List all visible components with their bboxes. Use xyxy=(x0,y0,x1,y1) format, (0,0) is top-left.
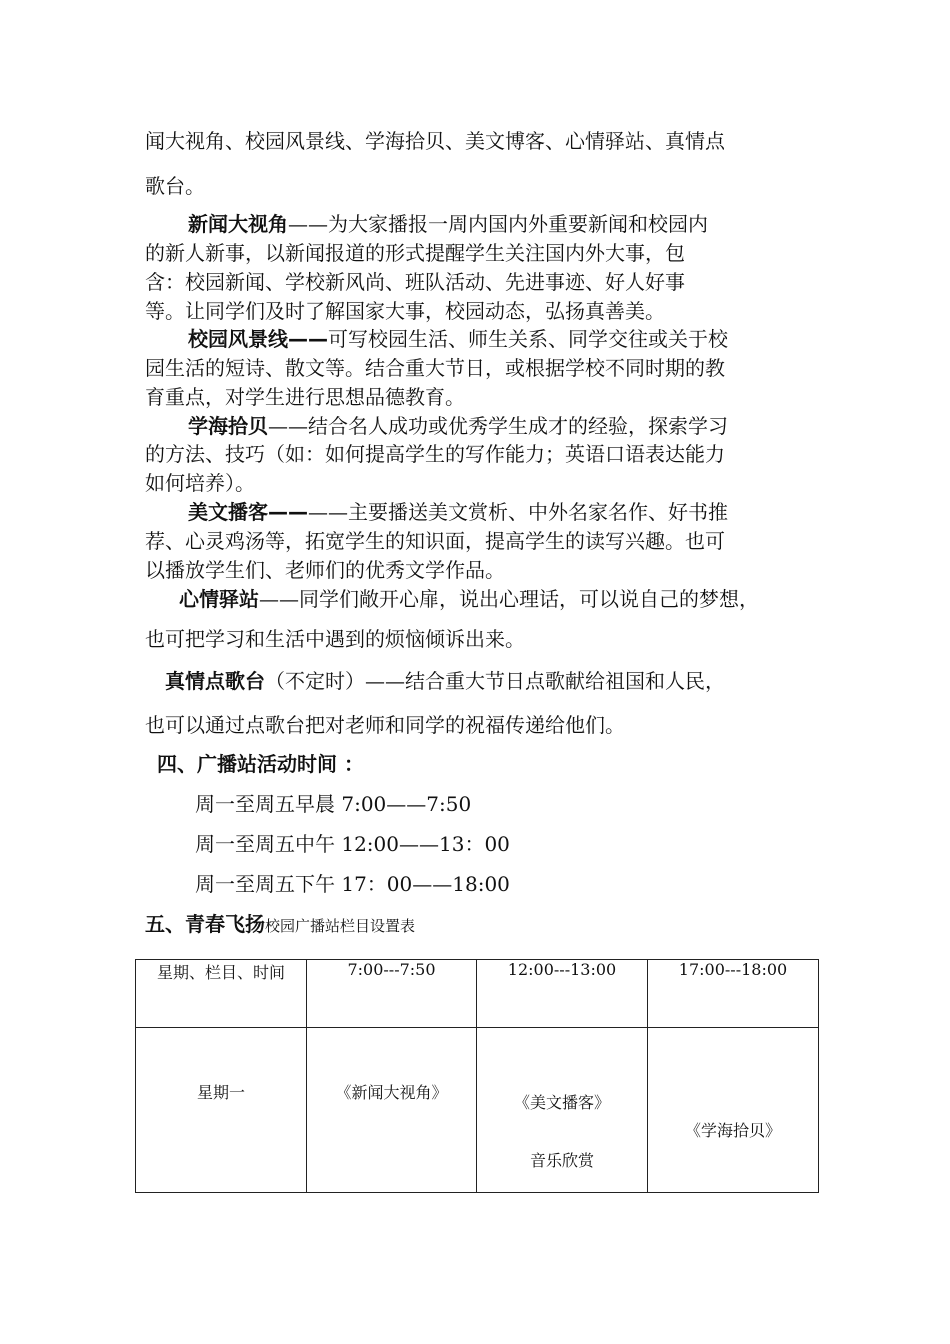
songs-heading: 真情点歌台 xyxy=(165,669,265,693)
table-cell-morning xyxy=(307,1028,477,1193)
news-line-2: 的新人新事，以新闻报道的形式提醒学生关注国内外大事，包 xyxy=(145,241,685,265)
noon-program-1: 《美文播客》 xyxy=(513,1093,610,1112)
table-row xyxy=(136,1028,819,1193)
study-text-1: ——结合名人成功或优秀学生成才的经验，探索学习 xyxy=(268,414,728,438)
study-heading: 学海拾贝 xyxy=(188,414,268,438)
essay-heading: 美文播客—— xyxy=(188,500,308,524)
news-line-3: 含：校园新闻、学校新风尚、班队活动、先进事迹、好人好事 xyxy=(145,270,685,294)
campus-text-1: 可写校园生活、师生关系、同学交往或关于校 xyxy=(328,327,728,351)
news-heading: 新闻大视角 xyxy=(188,212,288,236)
schedule-time-3: 周一至周五下午 17：00——18:00 xyxy=(195,872,510,896)
intro-line-2: 歌台。 xyxy=(145,174,205,198)
campus-line-3: 育重点，对学生进行思想品德教育。 xyxy=(145,385,465,409)
study-line-3: 如何培养）。 xyxy=(145,471,255,495)
essay-line-1 xyxy=(188,499,728,525)
table-cell-noon xyxy=(477,1028,648,1193)
study-line-1 xyxy=(188,413,728,439)
essay-text-1: ——主要播送美文赏析、中外名家名作、好书推 xyxy=(308,500,728,524)
schedule-time-1: 周一至周五早晨 7:00——7:50 xyxy=(195,792,472,816)
table-header-row xyxy=(136,960,819,1028)
table-cell-evening xyxy=(648,1028,819,1193)
mood-line-1 xyxy=(179,586,759,612)
essay-line-3: 以播放学生们、老师们的优秀文学作品。 xyxy=(145,558,505,582)
table-header-cell: 7:00---7:50 xyxy=(307,960,477,1028)
songs-text-1: （不定时）——结合重大节日点歌献给祖国和人民， xyxy=(265,669,725,693)
schedule-time-2: 周一至周五中午 12:00——13：00 xyxy=(195,832,510,856)
evening-program: 《学海拾贝》 xyxy=(684,1121,781,1140)
noon-program-2: 音乐欣赏 xyxy=(529,1151,594,1170)
campus-line-1 xyxy=(188,326,728,352)
mood-line-2: 也可把学习和生活中遇到的烦恼倾诉出来。 xyxy=(145,627,525,651)
table-section-heading xyxy=(145,911,415,939)
program-table xyxy=(135,959,819,1193)
table-heading-bold: 五、青春飞扬 xyxy=(145,912,265,936)
table-cell-day xyxy=(136,1028,307,1193)
songs-line-1 xyxy=(165,668,725,694)
campus-line-2: 园生活的短诗、散文等。结合重大节日，或根据学校不同时期的教 xyxy=(145,356,725,380)
campus-heading: 校园风景线—— xyxy=(188,327,328,351)
table-heading-small: 校园广播站栏目设置表 xyxy=(265,917,416,935)
schedule-heading: 四、广播站活动时间 ： xyxy=(157,752,364,776)
table-header-cell: 星期、栏目、时间 xyxy=(136,960,307,1028)
news-line-4: 等。让同学们及时了解国家大事，校园动态，弘扬真善美。 xyxy=(145,299,665,323)
study-line-2: 的方法、技巧（如：如何提高学生的写作能力；英语口语表达能力 xyxy=(145,442,725,466)
mood-heading: 心情驿站 xyxy=(179,587,259,611)
news-text-1: ——为大家播报一周内国内外重要新闻和校园内 xyxy=(288,212,708,236)
table-header-cell: 12:00---13:00 xyxy=(477,960,648,1028)
news-line-1 xyxy=(188,211,708,237)
table-header-cell: 17:00---18:00 xyxy=(648,960,819,1028)
mood-text-1: ——同学们敞开心扉，说出心理话，可以说自己的梦想， xyxy=(259,587,759,611)
intro-line-1: 闻大视角、校园风景线、学海拾贝、美文博客、心情驿站、真情点 xyxy=(145,129,725,153)
day-label: 星期一 xyxy=(196,1083,245,1102)
essay-line-2: 荐、心灵鸡汤等，拓宽学生的知识面，提高学生的读写兴趣。也可 xyxy=(145,529,725,553)
songs-line-2: 也可以通过点歌台把对老师和同学的祝福传递给他们。 xyxy=(145,713,625,737)
morning-program: 《新闻大视角》 xyxy=(335,1083,448,1102)
